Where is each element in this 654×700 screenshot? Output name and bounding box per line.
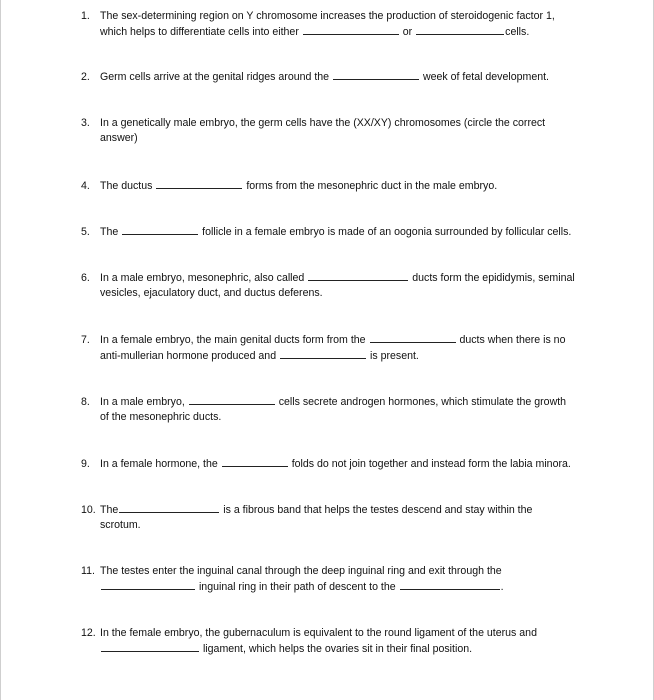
question-text: cells secrete androgen hormones, which stimulate the growth (278, 396, 567, 408)
question-text: In a female hormone, the (100, 458, 218, 470)
answer-blank[interactable] (189, 394, 275, 405)
question-text: . (500, 581, 504, 593)
question-text: vesicles, ejaculatory duct, and ductus deferens. (100, 287, 323, 299)
question-number: 10. (81, 504, 96, 516)
question-text: or (402, 26, 413, 38)
question-text: of the mesonephric ducts. (100, 411, 222, 423)
question-text: The (100, 504, 119, 516)
question-5 (81, 224, 571, 240)
question-text: The (100, 226, 119, 238)
question-text: week of fetal development. (422, 71, 549, 83)
question-number: 5. (81, 226, 90, 238)
answer-blank[interactable] (400, 579, 500, 590)
answer-blank[interactable] (370, 332, 456, 343)
question-text: ducts form the epididymis, seminal (412, 272, 575, 284)
question-number: 6. (81, 272, 90, 284)
answer-blank[interactable] (119, 502, 219, 513)
question-text: Germ cells arrive at the genital ridges around the (100, 71, 330, 83)
question-6 (81, 270, 575, 301)
question-text: In a male embryo, mesonephric, also called (100, 272, 305, 284)
question-text: In a female embryo, the main genital ducts form from the (100, 334, 366, 346)
question-3 (81, 116, 545, 146)
answer-blank[interactable] (156, 178, 242, 189)
answer-blank[interactable] (333, 69, 419, 80)
answer-blank[interactable] (416, 24, 504, 35)
question-number: 9. (81, 458, 90, 470)
question-12 (81, 626, 537, 657)
answer-blank[interactable] (222, 456, 288, 467)
question-text: is present. (370, 350, 419, 362)
question-text: anti-mullerian hormone produced and (100, 350, 277, 362)
question-text: scrotum. (100, 519, 141, 531)
question-1 (81, 9, 555, 40)
question-text: cells. (505, 26, 530, 38)
question-text: which helps to differentiate cells into either (100, 26, 299, 38)
question-text: inguinal ring in their path of descent to the (198, 581, 396, 593)
question-number: 1. (81, 10, 90, 22)
question-number: 4. (81, 180, 90, 192)
question-text: follicle in a female embryo is made of an oogonia surrounded by follicular cells. (202, 226, 572, 238)
question-2 (81, 69, 549, 85)
question-text: forms from the mesonephric duct in the male embryo. (246, 180, 498, 192)
question-text: ducts when there is no (459, 334, 566, 346)
question-7 (81, 332, 565, 364)
question-text: The ductus (100, 180, 153, 192)
answer-blank[interactable] (303, 24, 399, 35)
question-number: 12. (81, 627, 96, 639)
question-8 (81, 394, 566, 425)
question-number: 2. (81, 71, 90, 83)
question-text: The testes enter the inguinal canal through the deep inguinal ring and exit through the (100, 565, 502, 577)
question-text: In a genetically male embryo, the germ cells have the (XX/XY) chromosomes (circle the correct (100, 117, 546, 129)
question-number: 11. (81, 565, 95, 577)
question-text: folds do not join together and instead form the labia minora. (291, 458, 571, 470)
question-text: is a fibrous band that helps the testes descend and stay within the (223, 504, 533, 516)
question-text: answer) (100, 132, 138, 144)
question-text: In the female embryo, the gubernaculum is equivalent to the round ligament of the uterus and (100, 627, 537, 639)
answer-blank[interactable] (101, 579, 195, 590)
answer-blank[interactable] (308, 270, 408, 281)
question-number: 3. (81, 117, 90, 129)
question-number: 7. (81, 334, 90, 346)
answer-blank[interactable] (101, 641, 199, 652)
question-text: The sex-determining region on Y chromosome increases the production of steroidogenic factor 1, (100, 10, 555, 22)
question-text: In a male embryo, (100, 396, 185, 408)
answer-blank[interactable] (280, 348, 366, 359)
question-9 (81, 456, 571, 472)
answer-blank[interactable] (122, 224, 198, 235)
question-10 (81, 502, 532, 533)
question-text: ligament, which helps the ovaries sit in their final position. (202, 643, 473, 655)
question-4 (81, 178, 497, 194)
question-number: 8. (81, 396, 90, 408)
question-11 (81, 564, 504, 595)
